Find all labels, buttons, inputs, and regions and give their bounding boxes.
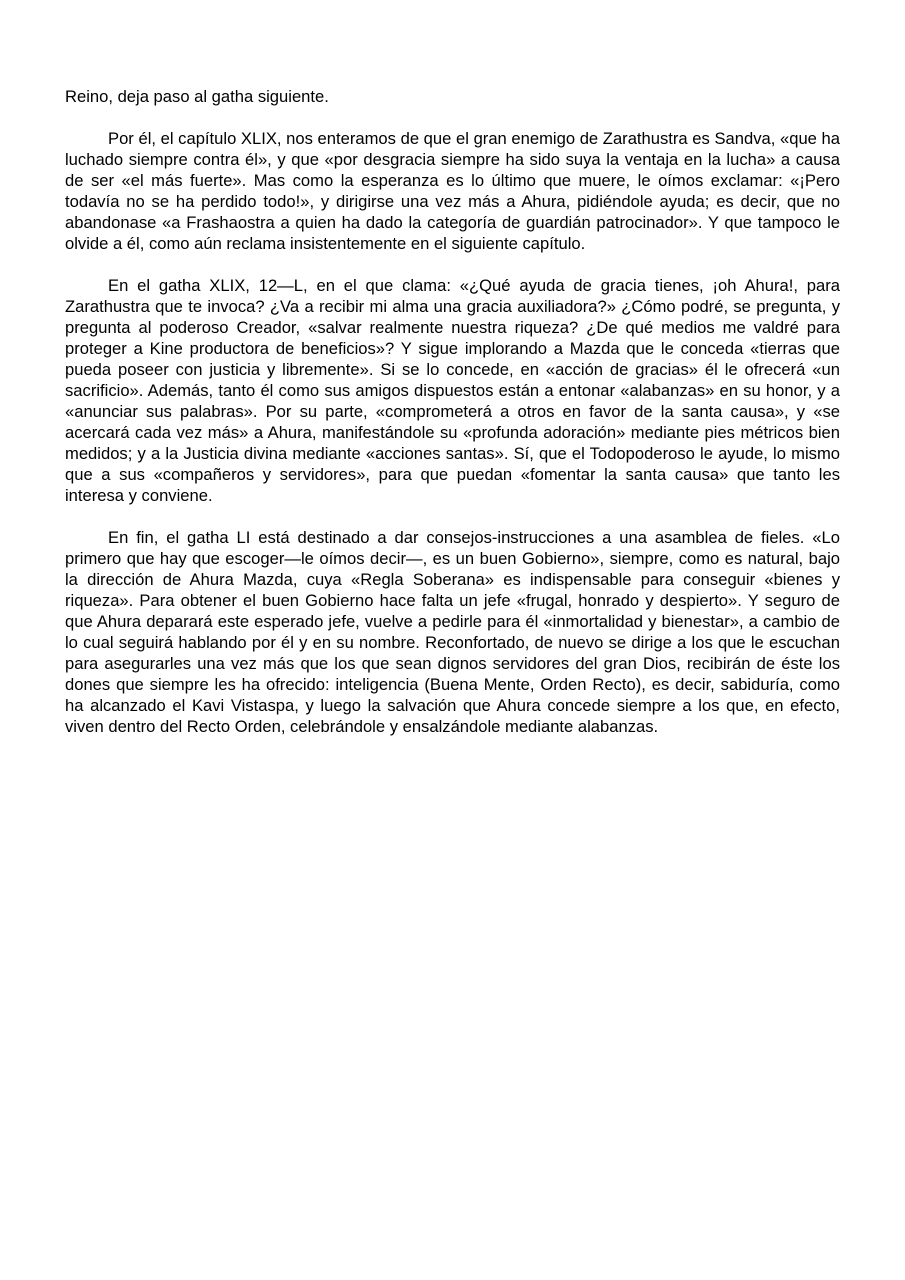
document-body [65,86,840,758]
paragraph-gatha-xlix-12-l: En el gatha XLIX, 12—L, en el que clama: «¿Qué ayuda de gracia tienes, ¡oh Ahura!, para Zarathustra que te invoca? ¿Va a recibir mi alma una gracia auxiliadora?» ¿Cómo podré, se pregunta, y pregunta al poderoso Creador, «salvar realmente nuestra riqueza? ¿De qué medios me valdré para proteger a Kine productora de beneficios»? Y sigue implorando a Mazda que le conceda «tierras que pueda poseer con justicia y libremente». Si se lo concede, en «acción de gracias» él le ofrecerá «un sacrificio». Además, tanto él como sus amigos dispuestos están a entonar «alabanzas» en su honor, y a «anunciar sus palabras». Por su parte, «comprometerá a otros en favor de la santa causa», y «se acercará cada vez más» a Ahura, manifestándole su «profunda adoración» mediante pies métricos bien medidos; y a la Justicia divina mediante «acciones santas». Sí, que el Todopoderoso le ayude, lo mismo que a sus «compañeros y servidores», para que puedan «fomentar la santa causa» que tanto les interesa y conviene. [65,276,840,505]
paragraph-chapter-xlix: Por él, el capítulo XLIX, nos enteramos de que el gran enemigo de Zarathustra es Sandva, «que ha luchado siempre contra él», y que «por desgracia siempre ha sido suya la ventaja en la lucha» a causa de ser «el más fuerte». Mas como la esperanza es lo último que muere, le oímos exclamar: «¡Pero todavía no se ha perdido todo!», y dirigirse una vez más a Ahura, pidiéndole ayuda; es decir, que no abandonase «a Frashaostra a quien ha dado la categoría de guardián patrocinador». Y que tampoco le olvide a él, como aún reclama insistentemente en el siguiente capítulo. [65,129,840,253]
paragraph-gatha-li: En fin, el gatha LI está destinado a dar consejos-instrucciones a una asamblea de fieles. «Lo primero que hay que escoger—le oímos decir—, es un buen Gobierno», siempre, como es natural, bajo la dirección de Ahura Mazda, cuya «Regla Soberana» es indispensable para conseguir «bienes y riqueza». Para obtener el buen Gobierno hace falta un jefe «frugal, honrado y despierto». Y seguro de que Ahura deparará este esperado jefe, vuelve a pedirle para él «inmortalidad y bienestar», a cambio de lo cual seguirá hablando por él y en su nombre. Reconfortado, de nuevo se dirige a los que le escuchan para asegurarles una vez más que los que sean dignos servidores del gran Dios, recibirán de éste los dones que siempre les ha ofrecido: inteligencia (Buena Mente, Orden Recto), es decir, sabiduría, como ha alcanzado el Kavi Vistaspa, y luego la salvación que Ahura concede siempre a los que, en efecto, viven dentro del Recto Orden, celebrándole y ensalzándole mediante alabanzas. [65,528,840,736]
paragraph-continuation: Reino, deja paso al gatha siguiente. [65,87,329,106]
